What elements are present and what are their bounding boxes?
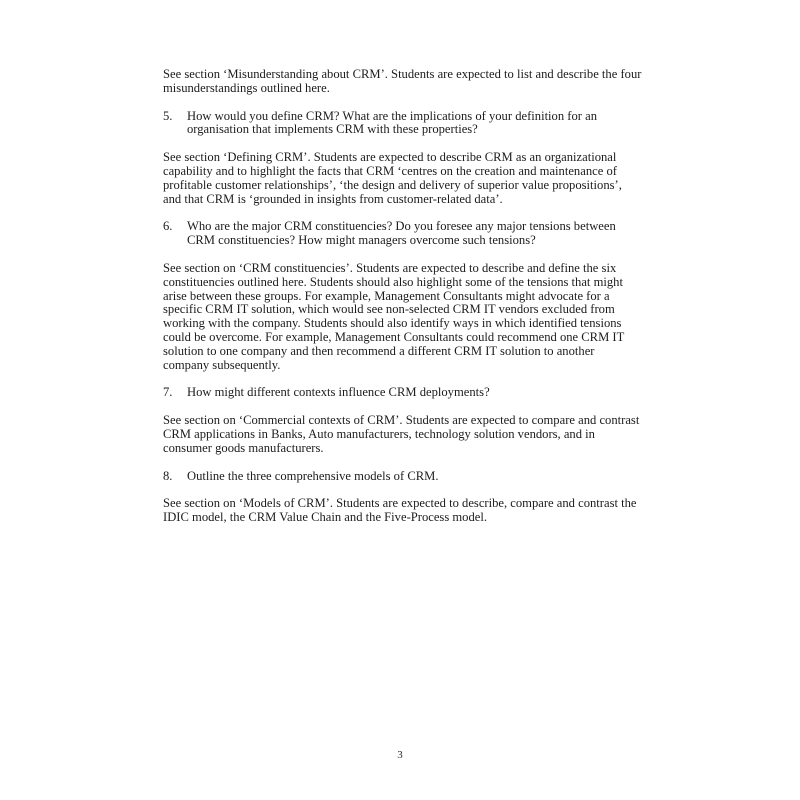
- page-number: 3: [397, 749, 403, 761]
- question-number: 7.: [163, 385, 173, 400]
- question-item: [163, 386, 643, 400]
- question-item: [163, 110, 643, 138]
- question-number: 6.: [163, 219, 173, 234]
- question-item: [163, 220, 643, 248]
- question-number: 8.: [163, 468, 173, 483]
- answer-paragraph: See section ‘Defining CRM’. Students are expected to describe CRM as an organizational capability and to highlight the facts that CRM ‘centres on the creation and maintenance of profitable customer relationships’, ‘the design and delivery of superior value propositions’, and that CRM is ‘grounded in insights from customer-related data’.: [163, 150, 622, 206]
- page-content: [163, 68, 643, 539]
- question-text: How might different contexts influence CRM deployments?: [187, 385, 490, 400]
- question-number: 5.: [163, 108, 173, 123]
- question-text: Who are the major CRM constituencies? Do you foresee any major tensions between CRM constituencies? How might managers overcome such tensions?: [187, 219, 616, 248]
- answer-paragraph: See section ‘Misunderstanding about CRM’. Students are expected to list and describe the four misunderstandings outlined here.: [163, 67, 642, 95]
- answer-paragraph: See section on ‘CRM constituencies’. Students are expected to describe and define the six constituencies outlined here. Students should also highlight some of the tensions that might arise between these groups. For example, Management Consultants might advocate for a specific CRM IT solution, which would see non-selected CRM IT vendors excluded from working with the company. Students should also identify ways in which identified tensions could be overcome. For example, Management Consultants could recommend one CRM IT solution to one company and then recommend a different CRM IT solution to another company subsequently.: [163, 260, 625, 372]
- question-text: Outline the three comprehensive models of CRM.: [187, 468, 439, 483]
- answer-paragraph: See section on ‘Commercial contexts of CRM’. Students are expected to compare and contrast CRM applications in Banks, Auto manufacturers, technology solution vendors, and in consumer goods manufacturers.: [163, 413, 640, 455]
- question-item: [163, 470, 643, 484]
- question-text: How would you define CRM? What are the implications of your definition for an organisation that implements CRM with these properties?: [187, 108, 598, 137]
- answer-paragraph: See section on ‘Models of CRM’. Students are expected to describe, compare and contrast the IDIC model, the CRM Value Chain and the Five-Process model.: [163, 496, 637, 525]
